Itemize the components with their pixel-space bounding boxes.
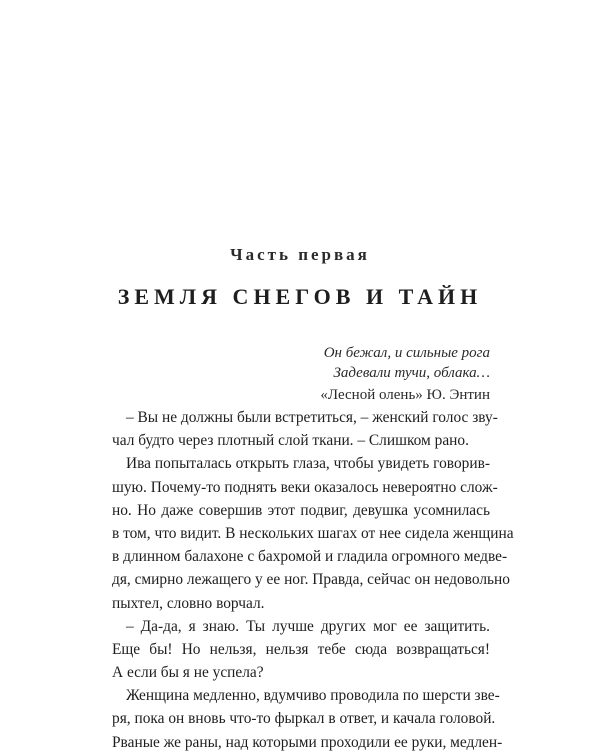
text-line: А если бы я не успела? [112,664,264,682]
text-line: – Да-да, я знаю. Ты лучше других мог ее защитить. [126,617,490,635]
epigraph [320,343,490,405]
body-text [112,406,514,754]
text-line: шую. Почему-то поднять веки оказалось невероятно слож- [112,478,498,496]
epigraph-verse-line: Он бежал, и сильные рога [323,345,490,361]
text-line: дя, смирно лежащего у ее ног. Правда, сейчас он недовольно [112,571,510,589]
part-title: ЗЕМЛЯ СНЕГОВ И ТАЙН [117,284,483,309]
text-line: в том, что видит. В нескольких шагах от нее сидела женщина [112,524,514,542]
text-line: Женщина медленно, вдумчиво проводила по шерсти зве- [126,687,500,705]
text-line: Еще бы! Но нельзя, нельзя тебе сюда возвращаться! [112,640,490,658]
epigraph-source: «Лесной олень» Ю. Энтин [320,387,490,403]
part-label: Часть первая [230,245,370,264]
text-line: в длинном балахоне с бахромой и гладила огромного медве- [112,548,508,566]
text-line: но. Но даже совершив этот подвиг, девушка усомнилась [112,501,490,519]
text-line: Рваные же раны, над которыми проходили ее руки, медлен- [112,733,503,751]
text-line: пыхтел, словно ворчал. [112,594,265,612]
text-line: – Вы не должны были встретиться, – женский голос зву- [126,409,498,426]
epigraph-verse-line: Задевали тучи, облака… [333,365,490,381]
text-line: ря, пока он вновь что-то фыркал в ответ, и качала головой. [112,710,496,728]
text-line: Ива попыталась открыть глаза, чтобы увидеть говорив- [126,455,490,473]
text-line: чал будто через плотный слой ткани. – Слишком рано. [112,432,469,450]
